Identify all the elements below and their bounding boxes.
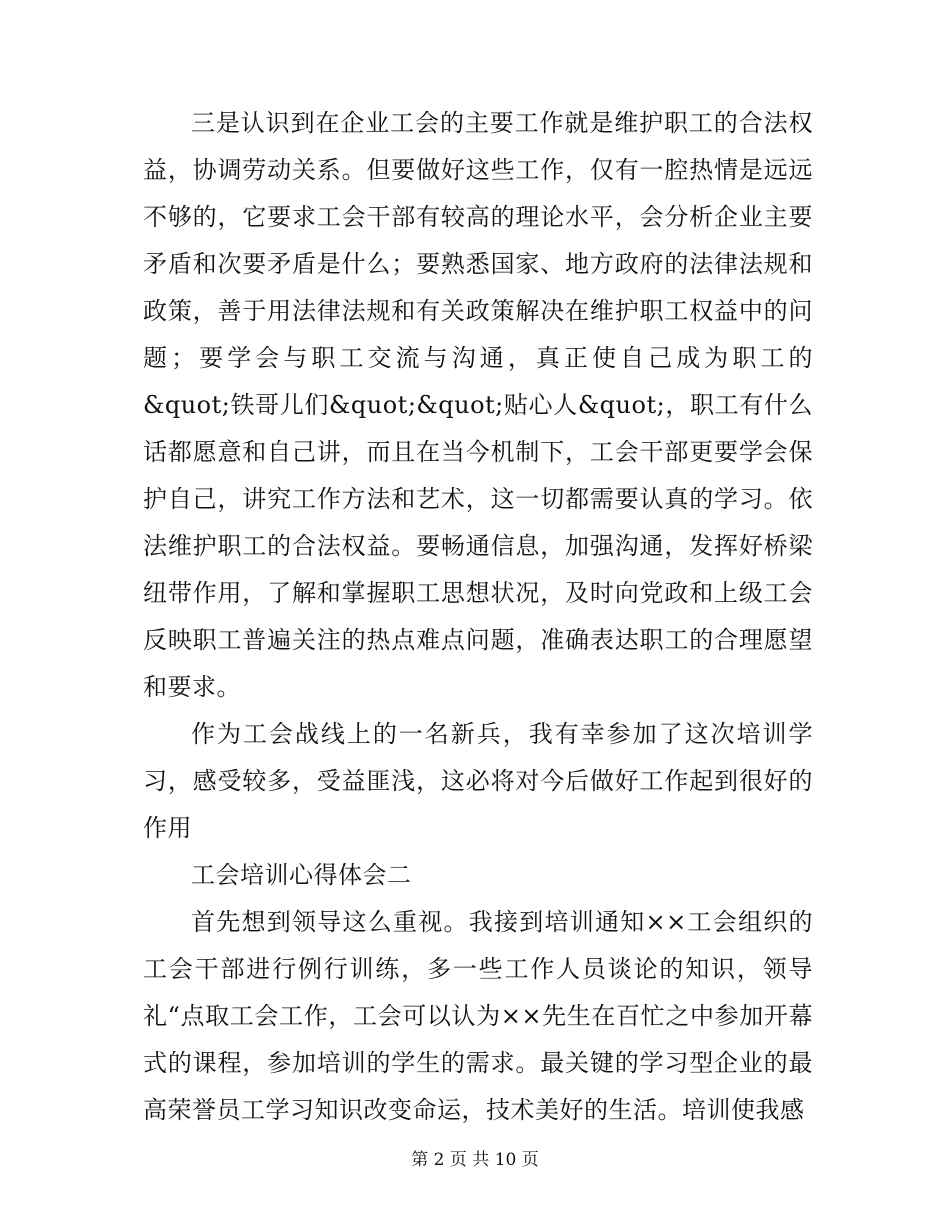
paragraph-leadership: 首先想到领导这么重视。我接到培训通知××工会组织的工会干部进行例行训练，多一些工作人员谈论的知识，领导礼“点取工会工作，工会可以认为××先生在百忙之中参加开幕式的课程，参加培训的学生的需求。最关键的学习型企业的最高荣誉员工学习知识改变命运，技术美好的生活。培训使我感	[143, 908, 813, 1124]
page-number-footer: 第 2 页 共 10 页	[411, 1150, 539, 1170]
section-heading: 工会培训心得体会二	[191, 861, 412, 889]
paragraph-training-summary: 作为工会战线上的一名新兵，我有幸参加了这次培训学习，感受较多，受益匪浅，这必将对今后做好工作起到很好的作用	[143, 720, 813, 842]
document-body	[143, 100, 813, 1134]
paragraph-rights-protection: 三是认识到在企业工会的主要工作就是维护职工的合法权益，协调劳动关系。但要做好这些工作，仅有一腔热情是远远不够的，它要求工会干部有较高的理论水平，会分析企业主要矛盾和次要矛盾是什么；要熟悉国家、地方政府的法律法规和政策，善于用法律法规和有关政策解决在维护职工权益中的问题；要学会与职工交流与沟通，真正使自己成为职工的&quot;铁哥儿们&quot;&quot;贴心人&quot;，职工有什么话都愿意和自己讲，而且在当今机制下，工会干部更要学会保护自己，讲究工作方法和艺术，这一切都需要认真的学习。依法维护职工的合法权益。要畅通信息，加强沟通，发挥好桥梁纽带作用，了解和掌握职工思想状况，及时向党政和上级工会反映职工普遍关注的热点难点问题，准确表达职工的合理愿望和要求。	[143, 109, 813, 701]
